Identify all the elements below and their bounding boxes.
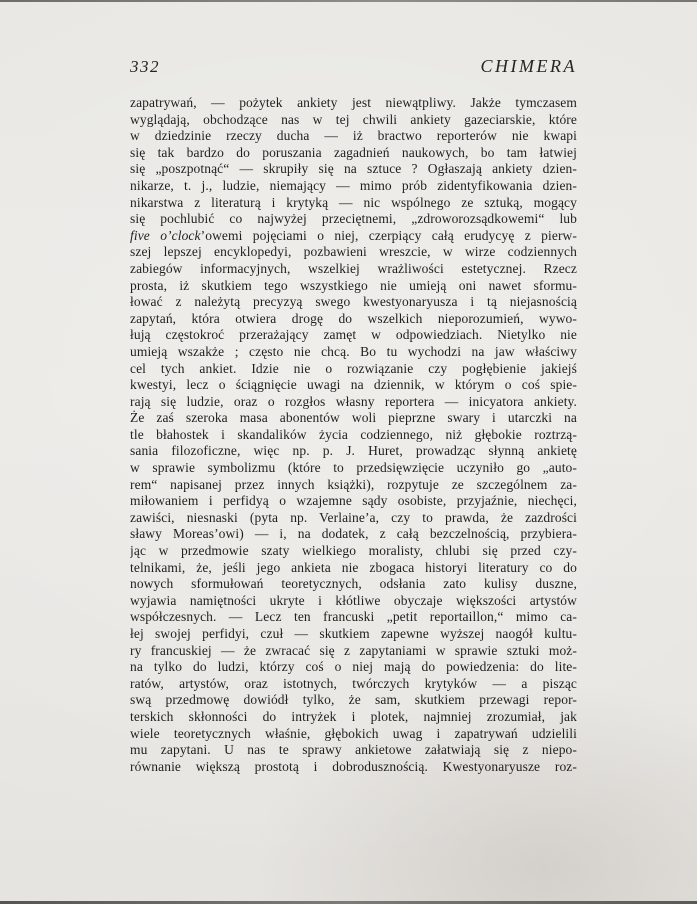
running-head [130, 56, 577, 77]
text-segment: ratów, artystów, oraz istotnych, twórczych krytyków — a pisząc [130, 675, 577, 691]
text-line [130, 261, 577, 278]
text-segment: zawiści, niesnaski (pyta np. Verlaine’a, czy to prawda, że zazdrości [130, 509, 577, 525]
text-line [130, 543, 577, 560]
text-line [130, 294, 577, 311]
text-line [130, 410, 577, 427]
text-segment: ’owemi pojęciami o niej, czerpiący całą erudycyę z pierw- [200, 227, 577, 243]
text-line [130, 228, 577, 245]
text-line [130, 443, 577, 460]
text-segment: się pochlubić co najwyżej przeciętnemi, „zdroworozsądkowemi“ lub [130, 211, 577, 227]
text-line [130, 278, 577, 295]
text-segment: kwestyi, lecz o ściągnięcie uwagi na dziennik, w którym o coś spie- [130, 377, 577, 393]
text-segment: sławy Moreas’owi) — i, na dodatek, z całą bezczelnością, przybiera- [130, 526, 577, 542]
text-segment: współczesnych. — Lecz ten francuski „petit reportaillon,“ mimo ca- [130, 609, 577, 625]
text-segment: cel tych ankiet. Idzie nie o rozwiązanie czy pogłębienie jakiejś [130, 360, 577, 376]
text-segment: na tylko do ludzi, którzy coś o niej mają do powiedzenia: do lite- [130, 659, 577, 675]
text-segment: wiele teoretycznych właśnie, głębokich uwag i zapatrywań udzielili [130, 725, 577, 741]
text-line [130, 477, 577, 494]
text-segment: zapatrywań, — pożytek ankiety jest niewątpliwy. Jakże tymczasem [130, 95, 577, 110]
text-segment: równanie większą prostotą i dobrodusznością. Kwestyonaryusze roz- [130, 758, 577, 774]
text-line [130, 112, 577, 129]
text-line [130, 327, 577, 344]
text-line [130, 643, 577, 660]
text-segment: terskich skłonności do intryżek i plotek, najmniej zrozumiał, jak [130, 708, 577, 724]
text-segment: łej swojej perfidyi, czuł — skutkiem zapewne wyższej naogół kultu- [130, 626, 577, 641]
text-segment: jąc w przedmowie szaty wielkiego moralisty, chlubi się przed czy- [130, 543, 577, 559]
text-segment: się „poszpotnąć“ — skrupiły się na sztuce ? Ogłaszają ankiety dzien- [130, 161, 577, 177]
text-line [130, 676, 577, 693]
text-segment: zabiegów informacyjnych, wszelkiej wrażliwości estetycznej. Rzecz [130, 260, 577, 276]
text-line [130, 576, 577, 593]
italic-phrase: five o’clock [130, 227, 201, 243]
text-line [130, 510, 577, 527]
text-segment: tle błahostek i skandalików życia codziennego, niż głębokie roztrzą- [130, 426, 577, 442]
text-segment: rają się ludzie, oraz o rozgłos własny reportera — inicyatora ankiety. [130, 393, 577, 409]
text-line [130, 244, 577, 261]
text-segment: sania filozoficzne, więc np. p. J. Huret, prowadząc słynną ankietę [130, 443, 577, 459]
text-line [130, 377, 577, 394]
text-line [130, 593, 577, 610]
text-line [130, 427, 577, 444]
text-segment: łować z należytą precyzyą swego kwestyonaryusza i tą niejasnością [130, 294, 577, 310]
text-line [130, 195, 577, 212]
text-segment: mu zapytani. U nas te sprawy ankietowe załatwiają się z niepo- [130, 742, 577, 758]
text-segment: się tak bardzo do poruszania zagadnień naukowych, bo tam łatwiej [130, 144, 577, 160]
text-segment: w dziedzinie rzeczy ducha — iż bractwo reporterów nie kwapi [130, 128, 577, 144]
text-line [130, 95, 577, 112]
text-segment: nikarze, t. j., ludzie, niemający — mimo prób zidentyfikowania dzien- [130, 177, 577, 193]
journal-title: CHIMERA [480, 56, 577, 76]
body-text [130, 95, 577, 775]
text-segment: miłowaniem i perfidyą o wzajemne sądy osobiste, przyjaźnie, niechęci, [130, 493, 577, 509]
text-line [130, 726, 577, 743]
text-segment: prosta, iż skutkiem tego wszystkiego nie umieją oni nawet sformu- [130, 277, 577, 293]
text-segment: szej lepszej encyklopedyi, pozbawieni wreszcie, w wirze codziennych [130, 244, 577, 260]
text-line [130, 709, 577, 726]
text-segment: ry francuskiej — że zwracać się z zapytaniami w sprawie sztuki moż- [130, 642, 577, 658]
text-segment: łują częstokroć przerażający zamęt w odpowiedziach. Nietylko nie [130, 327, 577, 343]
text-line [130, 394, 577, 411]
text-segment: wyglądają, obchodzące nas w tej chwili ankiety gazeciarskie, które [130, 111, 577, 127]
text-line [130, 460, 577, 477]
text-segment: zapytań, która otwiera drogę do wszelkich nieporozumień, wywo- [130, 310, 577, 326]
text-line [130, 626, 577, 643]
text-line [130, 609, 577, 626]
text-line [130, 178, 577, 195]
text-line [130, 145, 577, 162]
text-line [130, 161, 577, 178]
text-line [130, 659, 577, 676]
text-segment: wyjawia namiętności ukryte i kłótliwe obyczaje większości artystów [130, 592, 577, 608]
text-segment: swą przedmowę dowiódł tylko, że sam, skutkiem przewagi repor- [130, 692, 577, 708]
text-segment: Że zaś szeroka masa abonentów woli pieprzne swary i utarczki na [130, 410, 577, 426]
text-segment: telnikami, że, jeśli jego ankieta nie zbogaca historyi literatury co do [130, 559, 577, 575]
text-line [130, 692, 577, 709]
text-line [130, 361, 577, 378]
text-line [130, 560, 577, 577]
text-segment: umieją wszakże ; często nie chcą. Bo tu wychodzi na jaw właściwy [130, 343, 577, 359]
text-line [130, 128, 577, 145]
text-line [130, 211, 577, 228]
text-line [130, 344, 577, 361]
text-line [130, 759, 577, 776]
text-line [130, 311, 577, 328]
page-number: 332 [130, 57, 160, 76]
text-segment: nowych sformułowań teoretycznych, odsłania zato kulisy duszne, [130, 576, 577, 592]
text-segment: nikarstwa z literaturą i krytyką — nic wspólnego ze sztuką, mogący [130, 194, 577, 210]
text-line [130, 742, 577, 759]
text-segment: rem“ napisanej przez innych książki), rozpytuje ze szczególnem za- [130, 476, 577, 492]
text-line [130, 526, 577, 543]
text-line [130, 493, 577, 510]
text-segment: w sprawie symbolizmu (które to przedsięwzięcie uczyniło go „auto- [130, 460, 577, 476]
